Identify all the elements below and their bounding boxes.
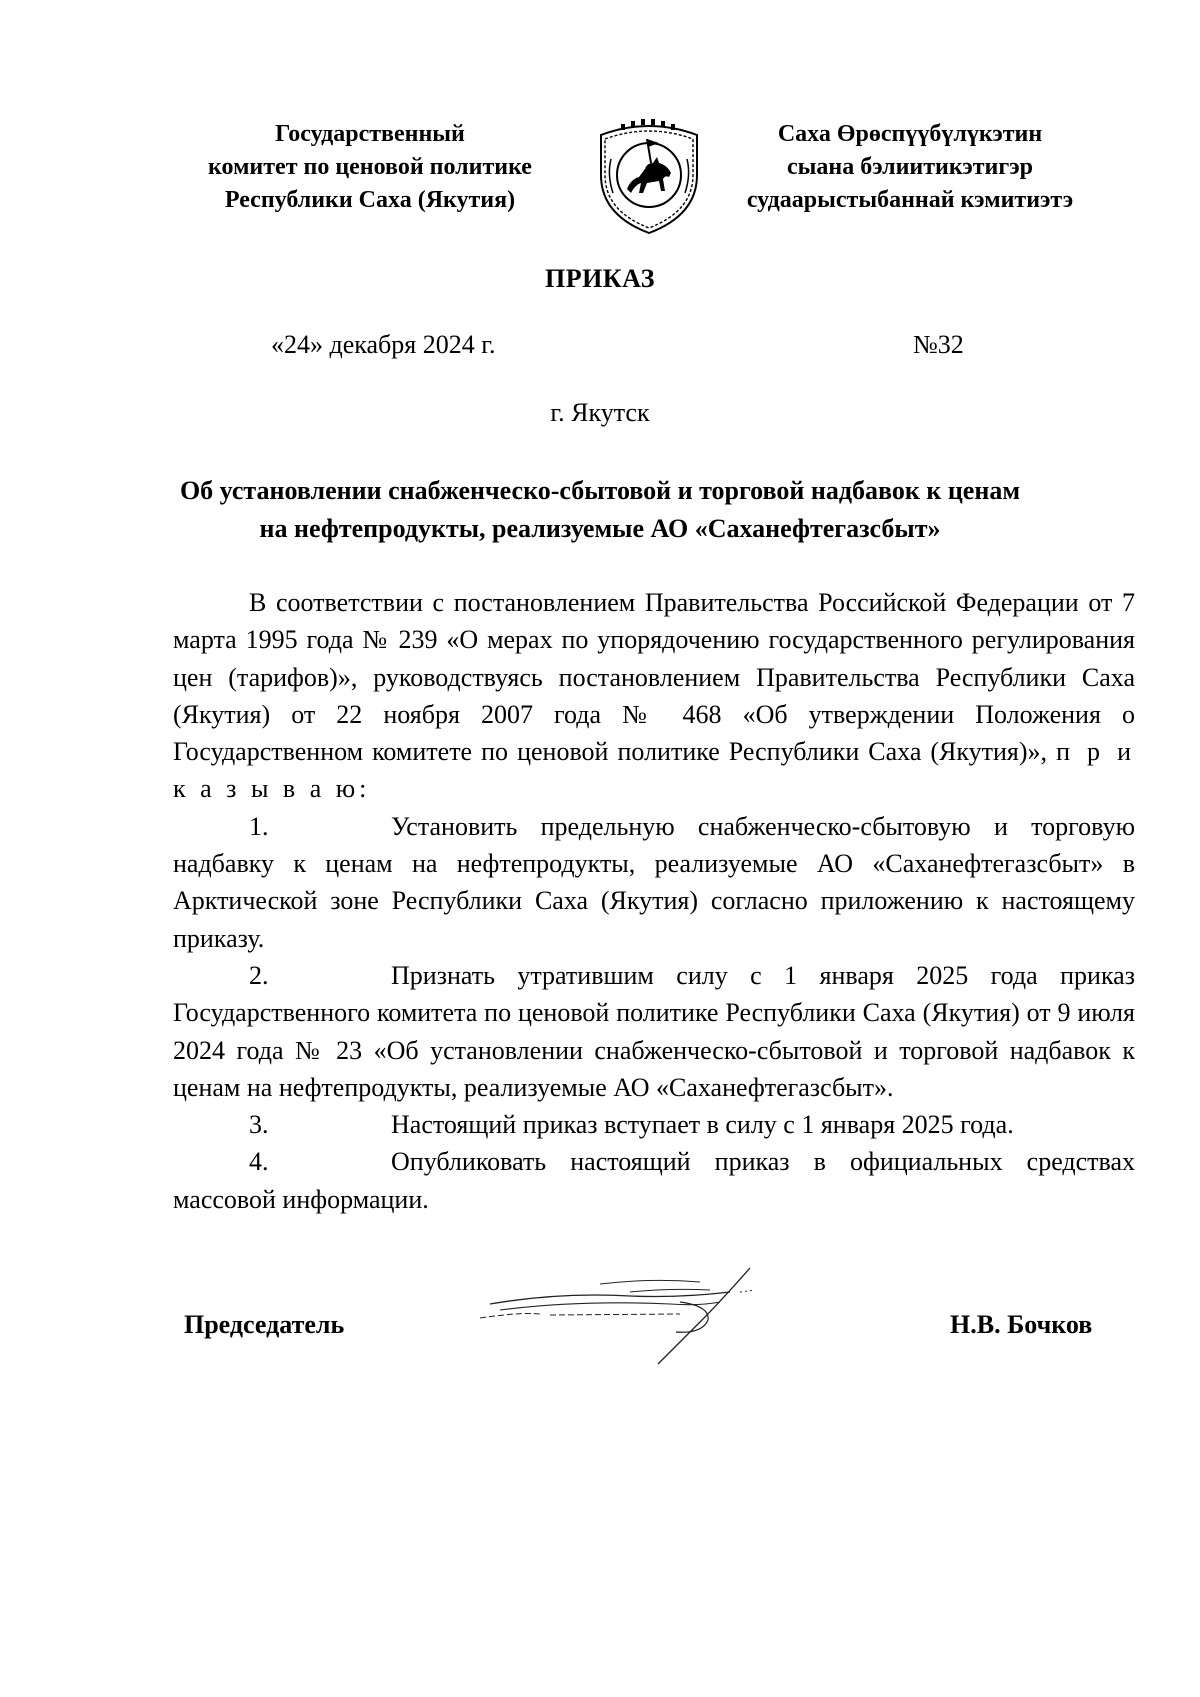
header-right-line: Саха Өрөспүүбүлүкэтин [777,121,1043,147]
intro-decree-word: п р и к а з ы в а ю: [173,737,1136,804]
order-body [173,584,1135,1218]
list-item-text: Установить предельную снабженческо-сбытовую и торговую надбавку к ценам на нефтепродукты, реализуемые АО «Саханефтегазсбыт» в Арктической зоне Республики Саха (Якутия) согласно приложению к настоящему приказу. [173,811,1135,953]
intro-paragraph [173,584,1135,808]
order-city: г. Якутск [550,398,650,427]
header-right-line: судаарыстыбаннай кэмитиэтэ [746,187,1074,213]
handwritten-signature-icon [480,1262,780,1372]
intro-text: В соответствии с постановлением Правительства Российской Федерации от 7 марта 1995 года № 239 «О мерах по упорядочению государственного регулирования цен (тарифов)», руководствуясь постановлением Правительства Республики Саха (Якутия) от 22 ноября 2007 года № 468 «Об утверждении Положения о Государственном комитете по ценовой политике Республики Саха (Якутия)», [173,588,1135,767]
subject-line: Об установлении снабженческо-сбытовой и торговой надбавок к ценам [179,476,1021,505]
header-left-line: комитет по ценовой политике [208,154,532,180]
list-item-text: Опубликовать настоящий приказ в официальных средствах массовой информации. [173,1147,1135,1214]
header-right-sah [720,118,1100,217]
order-date: «24» декабря 2024 г. [271,330,496,359]
order-number: №32 [913,330,964,359]
list-item [173,808,1135,957]
header-left-line: Государственный [275,121,465,147]
signer-name: Н.В. Бочков [950,1310,1093,1339]
subject-line: на нефтепродукты, реализуемые АО «Саханефтегазсбыт» [259,514,941,543]
list-item-text: Признать утратившим силу с 1 января 2025 года приказ Государственного комитета по ценовой политике Республики Саха (Якутия) от 9 июля 2024 года № 23 «Об установлении снабженческо-сбытовой и торговой надбавок к ценам на нефтепродукты, реализуемые АО «Саханефтегазсбыт». [173,960,1135,1102]
list-item [173,1106,1135,1143]
list-item-number: 3. [249,1110,269,1140]
header-left-line: Республики Саха (Якутия) [224,187,516,213]
list-item [173,1143,1135,1218]
header-right-line: сыана бэлиитикэтигэр [786,154,1033,180]
coat-of-arms-emblem-icon [587,113,711,237]
list-item-number: 1. [249,811,269,841]
list-item-number: 4. [249,1147,269,1177]
list-item-text: Настоящий приказ вступает в силу с 1 января 2025 года. [391,1110,1014,1140]
document-title: ПРИКАЗ [544,264,656,293]
header-left-ru [160,118,580,217]
list-item-number: 2. [249,960,269,990]
signer-position: Председатель [184,1310,345,1339]
list-item [173,957,1135,1106]
order-subject [120,472,1080,548]
